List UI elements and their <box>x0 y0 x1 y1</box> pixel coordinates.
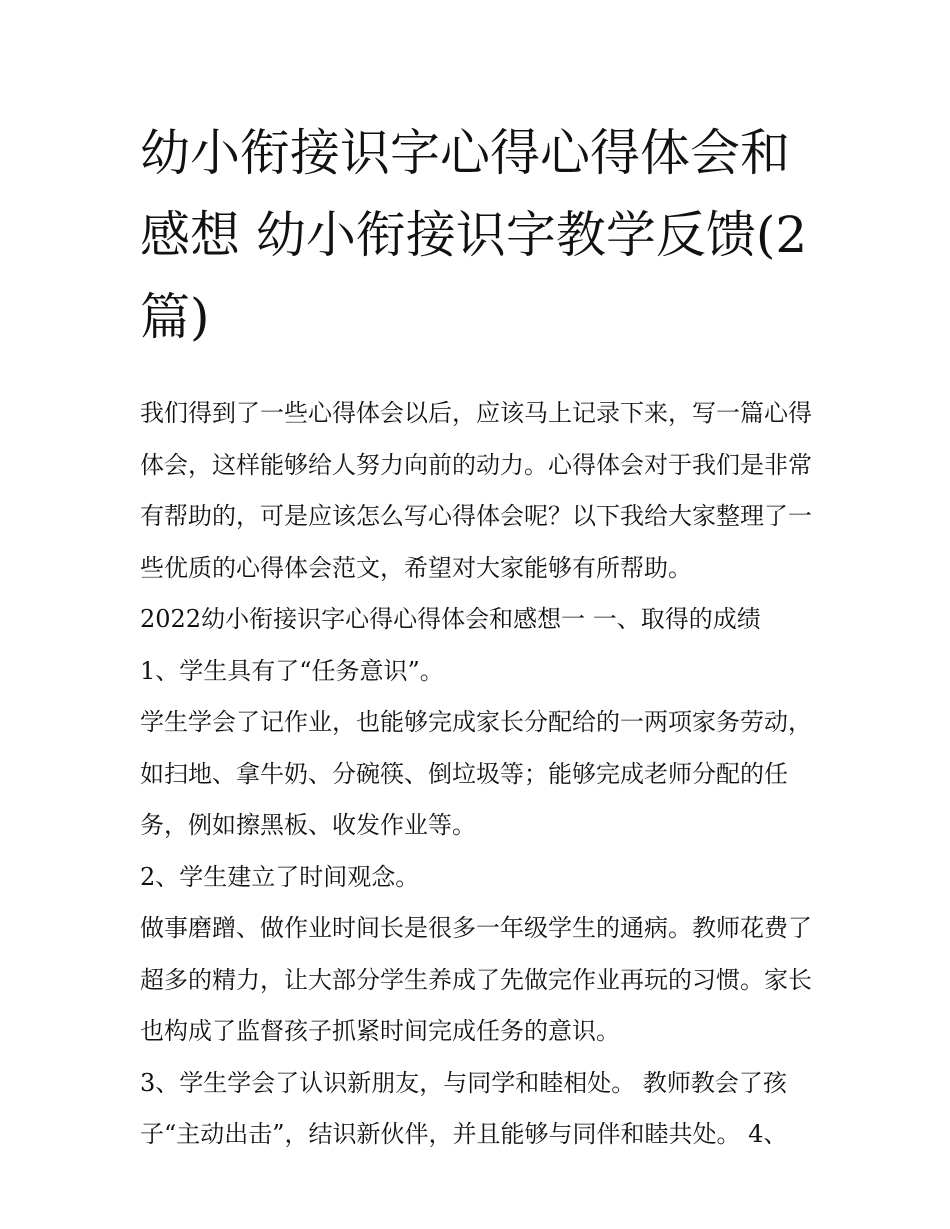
paragraph-intro: 我们得到了一些心得体会以后，应该马上记录下来，写一篇心得体会，这样能够给人努力向前的动力。心得体会对于我们是非常有帮助的，可是应该怎么写心得体会呢？以下我给大家整理了一些优质的心得体会范文，希望对大家能够有所帮助。 <box>140 399 812 582</box>
paragraph-section-heading: 2022幼小衔接识字心得心得体会和感想一 一、取得的成绩 <box>140 605 761 633</box>
paragraph-point-3: 3、学生学会了认识新朋友，与同学和睦相处。 教师教会了孩子“主动出击”，结识新伙伴，并且能够与同伴和睦共处。 4、 <box>140 1068 788 1148</box>
paragraph-point-1: 1、学生具有了“任务意识”。 <box>140 656 444 685</box>
document-page <box>140 112 815 1161</box>
paragraph-point-1-detail: 学生学会了记作业，也能够完成家长分配给的一两项家务劳动，如扫地、拿牛奶、分碗筷、倒垃圾等；能够完成老师分配的任务，例如擦黑板、收发作业等。 <box>140 708 812 839</box>
document-body <box>140 388 815 1161</box>
paragraph-point-2: 2、学生建立了时间观念。 <box>140 862 420 891</box>
paragraph-point-2-detail: 做事磨蹭、做作业时间长是很多一年级学生的通病。教师花费了超多的精力，让大部分学生养成了先做完作业再玩的习惯。家长也构成了监督孩子抓紧时间完成任务的意识。 <box>140 914 812 1045</box>
document-title: 幼小衔接识字心得心得体会和感想 幼小衔接识字教学反馈(2篇) <box>140 124 808 346</box>
